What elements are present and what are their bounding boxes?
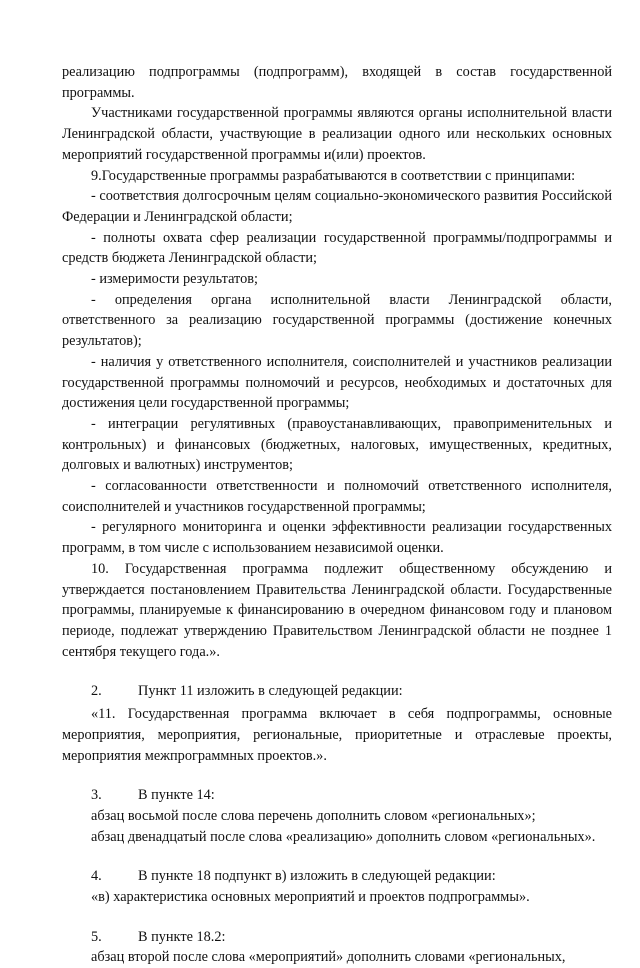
paragraph-continuation: реализацию подпрограммы (подпрограмм), входящей в состав государственной программы. [62, 64, 612, 101]
item-text: абзац восьмой после слова перечень дополнить словом «региональных»; [91, 807, 536, 824]
item-text: абзац второй после слова «мероприятий» дополнить словами «региональных, [91, 949, 566, 966]
principle-item: - наличия у ответственного исполнителя, соисполнителей и участников реализации государственной программы полномочий и ресурсов, необходимых и достаточных для достижения цели государственной программы; [62, 353, 612, 412]
item-3 [62, 785, 612, 847]
item-text: «11. Государственная программа включает в себя подпрограммы, основные мероприятия, мероприятия, региональные, приоритетные и отраслевые проекты, мероприятия межпрограммных проектов.». [62, 706, 612, 764]
item-number: 3. [91, 787, 102, 804]
paragraph-10: 10. Государственная программа подлежит общественному обсуждению и утверждается постановлением Правительства Ленинградской области. Государственные программы, планируемые к финансированию в очередном финансовом году и плановом периоде, подлежат утверждению Правительством Ленинградской области не позднее 1 сентября текущего года.». [62, 560, 612, 660]
principle-item: - определения органа исполнительной власти Ленинградской области, ответственного за реализацию государственной программы (достижение конечных результатов); [62, 291, 612, 350]
item-text: абзац двенадцатый после слова «реализацию» дополнить словом «региональных». [91, 828, 596, 845]
principle-item: - измеримости результатов; [91, 271, 258, 288]
item-2 [62, 681, 612, 766]
item-number: 4. [91, 868, 102, 885]
item-text: «в) характеристика основных мероприятий и проектов подпрограммы». [91, 889, 530, 906]
item-heading: Пункт 11 изложить в следующей редакции: [138, 683, 403, 700]
item-heading: В пункте 18.2: [138, 928, 226, 945]
item-number: 5. [91, 928, 102, 945]
item-4 [62, 866, 612, 907]
principle-item: - полноты охвата сфер реализации государственной программы/подпрограммы и средств бюджета Ленинградской области; [62, 229, 612, 267]
paragraph-participants: Участниками государственной программы являются органы исполнительной власти Ленинградской области, участвующие в реализации одного или нескольких основных мероприятий государственной программы и(или) проектов. [62, 105, 612, 163]
item-number: 2. [91, 683, 102, 700]
item-heading: В пункте 14: [138, 787, 215, 804]
item-heading: В пункте 18 подпункт в) изложить в следующей редакции: [138, 868, 496, 885]
paragraph-9-principles: 9.Государственные программы разрабатываются в соответствии с принципами: [91, 167, 576, 184]
item-5 [62, 927, 612, 968]
principle-item: - регулярного мониторинга и оценки эффективности реализации государственных программ, в том числе с использованием независимой оценки. [62, 519, 612, 557]
principle-item: - соответствия долгосрочным целям социально-экономического развития Российской Федерации и Ленинградской области; [62, 188, 612, 225]
principle-item: - интеграции регулятивных (правоустанавливающих, правоприменительных и контрольных) и финансовых (бюджетных, налоговых, имущественных, кредитных, долговых и валютных) инструментов; [62, 415, 612, 474]
document-page [62, 62, 612, 968]
principle-item: - согласованности ответственности и полномочий ответственного исполнителя, соисполнителей и участников государственной программы; [62, 478, 612, 515]
